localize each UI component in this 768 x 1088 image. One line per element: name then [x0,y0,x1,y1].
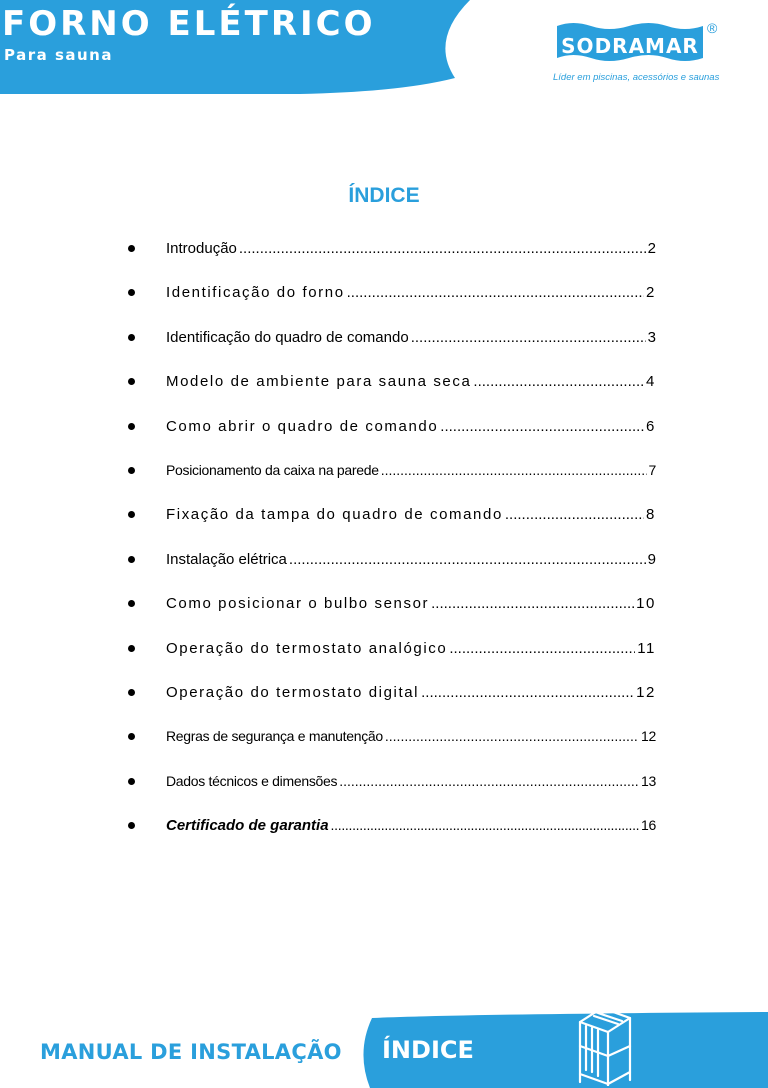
brand-name: SODRAMAR [561,34,699,58]
toc-link-termostato-analogico[interactable] [166,640,656,657]
bullet-icon [128,733,135,740]
header-title: FORNO ELÉTRICO [2,4,376,44]
toc-link-introducao[interactable] [166,240,656,257]
bullet-icon [128,245,135,252]
toc-label: Identificação do forno [166,284,345,302]
bullet-icon [128,556,135,563]
bullet-icon [128,378,135,385]
toc-item [128,640,656,684]
toc-page-number: 9 [647,550,656,568]
toc-page-number: 4 [646,373,656,391]
toc-page-number: 12 [641,728,656,745]
toc-link-instalacao-eletrica[interactable] [166,551,656,568]
toc-label: Regras de segurança e manutenção [166,728,383,745]
dot-leader [505,506,644,523]
toc-label: Dados técnicos e dimensões [166,772,338,789]
toc-item [128,728,656,772]
dot-leader [411,329,646,346]
bullet-icon [128,423,135,430]
dot-leader [421,684,634,701]
toc-item [128,418,656,462]
table-of-contents [128,240,656,861]
toc-page-number: 2 [646,284,656,302]
bullet-icon [128,511,135,518]
toc-label: Posicionamento da caixa na parede [166,461,379,478]
toc-link-termostato-digital[interactable] [166,684,656,701]
dot-leader [449,640,635,657]
toc-link-certificado-garantia[interactable] [166,817,656,834]
toc-page-number: 3 [647,328,656,346]
toc-item [128,684,656,728]
page-title: ÍNDICE [348,184,420,207]
toc-label: Como posicionar o bulbo sensor [166,595,430,613]
bullet-icon [128,822,135,829]
toc-page-number: 6 [646,417,656,435]
bullet-icon [128,689,135,696]
toc-page-number: 11 [637,639,656,657]
toc-label: Instalação elétrica [166,550,287,568]
footer-section-label: ÍNDICE [382,1036,474,1064]
toc-link-modelo-ambiente[interactable] [166,373,656,390]
bullet-icon [128,467,135,474]
header-banner [0,0,768,100]
toc-item [128,551,656,595]
toc-page-number: 8 [646,506,656,524]
toc-link-regras-seguranca[interactable] [166,728,656,744]
toc-label: Fixação da tampa do quadro de comando [166,506,503,524]
toc-page-number: 10 [636,595,656,613]
toc-link-identificacao-quadro[interactable] [166,329,656,346]
toc-item [128,373,656,417]
dot-leader [339,773,639,789]
dot-leader [239,240,646,257]
toc-link-dados-tecnicos[interactable] [166,773,656,789]
registered-mark: ® [707,20,718,36]
dot-leader [440,418,644,435]
brand-logo [553,20,763,90]
toc-item [128,462,656,506]
toc-item [128,773,656,817]
toc-label: Como abrir o quadro de comando [166,417,439,435]
dot-leader [385,728,639,744]
toc-label: Identificação do quadro de comando [166,328,409,346]
toc-label: Introdução [166,240,237,257]
toc-item [128,329,656,373]
footer-banner [0,1012,768,1088]
toc-item [128,240,656,284]
footer-manual-label: MANUAL DE INSTALAÇÃO [40,1040,342,1064]
toc-page-number: 2 [647,240,656,257]
dot-leader [331,817,639,833]
bullet-icon [128,645,135,652]
toc-item [128,595,656,639]
sauna-heater-icon [572,1000,642,1086]
toc-item [128,817,656,861]
toc-link-fixacao-tampa[interactable] [166,506,656,523]
bullet-icon [128,334,135,341]
toc-item [128,506,656,550]
toc-link-abrir-quadro[interactable] [166,418,656,435]
toc-link-bulbo-sensor[interactable] [166,595,656,612]
toc-page-number: 13 [641,772,656,789]
dot-leader [347,284,644,301]
bullet-icon [128,289,135,296]
bullet-icon [128,778,135,785]
toc-link-posicionamento-caixa[interactable] [166,462,656,478]
toc-page-number: 16 [641,817,656,834]
brand-tagline: Líder em piscinas, acessórios e saunas [553,72,720,83]
toc-item [128,284,656,328]
dot-leader [431,595,634,612]
toc-page-number: 12 [636,683,656,701]
dot-leader [473,373,644,390]
dot-leader [289,551,646,568]
toc-page-number: 7 [648,461,656,478]
toc-label: Operação do termostato digital [166,683,420,701]
toc-link-identificacao-forno[interactable] [166,284,656,301]
toc-label: Certificado de garantia [166,817,329,835]
header-subtitle: Para sauna [4,46,113,64]
dot-leader [381,462,647,478]
bullet-icon [128,600,135,607]
toc-label: Operação do termostato analógico [166,639,448,657]
toc-label: Modelo de ambiente para sauna seca [166,373,472,391]
